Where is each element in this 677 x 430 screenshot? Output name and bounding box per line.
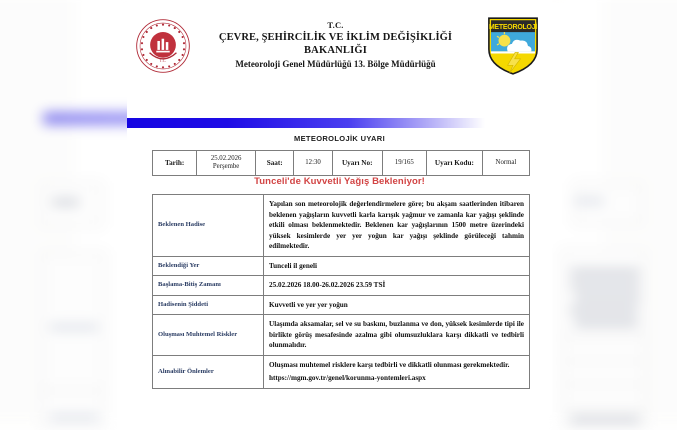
- meta-day-text: Perşembe: [212, 163, 240, 170]
- letterhead-line-bakanlik: BAKANLIĞI: [303, 45, 368, 56]
- accent-gradient-bar: [127, 118, 485, 128]
- table-row: [153, 315, 530, 356]
- table-row: [153, 295, 530, 315]
- letterhead-line-directorate: Meteoroloji Genel Müdürlüğü 13. Bölge Müdürlüğü: [235, 59, 436, 69]
- background-right-row-text-4: [570, 308, 638, 313]
- background-left-row-text-2: [50, 415, 99, 420]
- letterhead-line-ministry: ÇEVRE, ŞEHİRCİLİK VE İKLİM DEĞİŞİKLİĞİ: [218, 32, 453, 43]
- meta-date-text: 25.02.2026: [210, 154, 242, 162]
- detail-label-beklenen-hadise: Beklenen Hadise: [153, 195, 264, 257]
- background-right-row-divider-4: [564, 407, 647, 408]
- meta-date-label: Tarih:: [153, 151, 197, 176]
- detail-value-baslama-bitis-zamani: 25.02.2026 18.00-26.02.2026 23.59 TSİ: [264, 276, 530, 296]
- table-row: [153, 256, 530, 276]
- background-right-row-text-3: [574, 295, 640, 300]
- detail-label-hadisenin-siddeti: Hadisenin Şiddeti: [153, 295, 264, 315]
- detail-label-olusmasi-muhtemel-riskler: Oluşması Muhtemel Riskler: [153, 315, 264, 356]
- meta-time-value: 12:30: [294, 151, 332, 176]
- warning-meta-table: [152, 150, 530, 176]
- protection-methods-link[interactable]: https://mgm.gov.tr/genel/korunma-yontemleri.aspx: [269, 374, 426, 382]
- meteoroloji-logo-icon: [486, 16, 540, 76]
- meta-date-value: [197, 151, 256, 176]
- background-right-row-text-5: [574, 320, 638, 325]
- table-row: [153, 276, 530, 296]
- detail-value-alinabilir-onlemler-text: Oluşması muhtemel risklere karşı tedbirli ve dikkatli olunması gerekmektedir.: [269, 360, 510, 369]
- background-right-row-text-6: [570, 417, 640, 422]
- warning-headline: Tunceli'de Kuvvetli Yağış Bekleniyor!: [254, 176, 425, 187]
- background-right-row-divider-3: [564, 384, 647, 385]
- background-left-row-divider-1: [41, 390, 102, 391]
- meta-warning-no-label: Uyarı No:: [332, 151, 382, 176]
- organisation-title-block: [197, 20, 474, 71]
- warning-document-page: [127, 0, 552, 415]
- background-left-detail-box: [41, 253, 105, 430]
- letterhead-line-tc: T.C.: [327, 20, 344, 30]
- background-right-row-divider-2: [564, 361, 647, 362]
- detail-value-beklendigi-yer: Tunceli il geneli: [264, 256, 530, 276]
- background-right-detail-box: [562, 250, 647, 429]
- background-left-row-text-1: [50, 325, 99, 330]
- ministry-emblem-icon: [135, 18, 191, 74]
- background-left-meta-text: [52, 200, 80, 205]
- meta-warning-no-value: 19/165: [382, 151, 426, 176]
- background-right-row-text-1: [570, 270, 640, 275]
- detail-value-olusmasi-muhtemel-riskler: Ulaşımda aksamalar, sel ve su baskını, buzlanma ve don, yüksek kesimlerde tipi ile birlikte görüş mesafesinde azalma gibi olumsuzluklara karşı dikkatli ve tedbirli olunmalıdır.: [264, 315, 530, 356]
- section-heading: METEOROLOJİK UYARI: [293, 134, 386, 143]
- svg-text:T.C.: T.C.: [159, 59, 167, 64]
- meta-warning-code-value: Normal: [482, 151, 529, 176]
- background-right-row-divider-1: [564, 337, 647, 338]
- svg-text:METEOROLOJİ: METEOROLOJİ: [488, 23, 538, 31]
- detail-value-hadisenin-siddeti: Kuvvetli ve yer yer yoğun: [264, 295, 530, 315]
- table-row: [153, 195, 530, 257]
- meta-time-label: Saat:: [256, 151, 294, 176]
- table-row: [153, 355, 530, 388]
- detail-label-alinabilir-onlemler: Alınabilir Önlemler: [153, 355, 264, 388]
- background-right-row-text-2: [570, 282, 640, 287]
- table-row: [153, 151, 530, 176]
- detail-label-beklendigi-yer: Beklendiği Yer: [153, 256, 264, 276]
- background-right-meta-text: [574, 198, 604, 203]
- warning-detail-table: [152, 194, 530, 389]
- document-letterhead: [127, 0, 552, 100]
- detail-value-alinabilir-onlemler: [264, 355, 530, 388]
- meta-warning-code-label: Uyarı Kodu:: [426, 151, 482, 176]
- detail-value-beklenen-hadise: Yapılan son meteorolojik değerlendirmelere göre; bu akşam saatlerinden itibaren beklenen yağışların kuvvetli karla karışık yağmur ve zamanla kar yağışı şeklinde etkili olması beklenmektedir. Beklenen kar yağışlarının 1500 metre üzerindeki yüksek kesimlerde yer yer yoğun kar yağışı şeklinde görüleceği tahmin edilmektedir.: [264, 195, 530, 257]
- detail-label-baslama-bitis-zamani: Başlama-Bitiş Zamanı: [153, 276, 264, 296]
